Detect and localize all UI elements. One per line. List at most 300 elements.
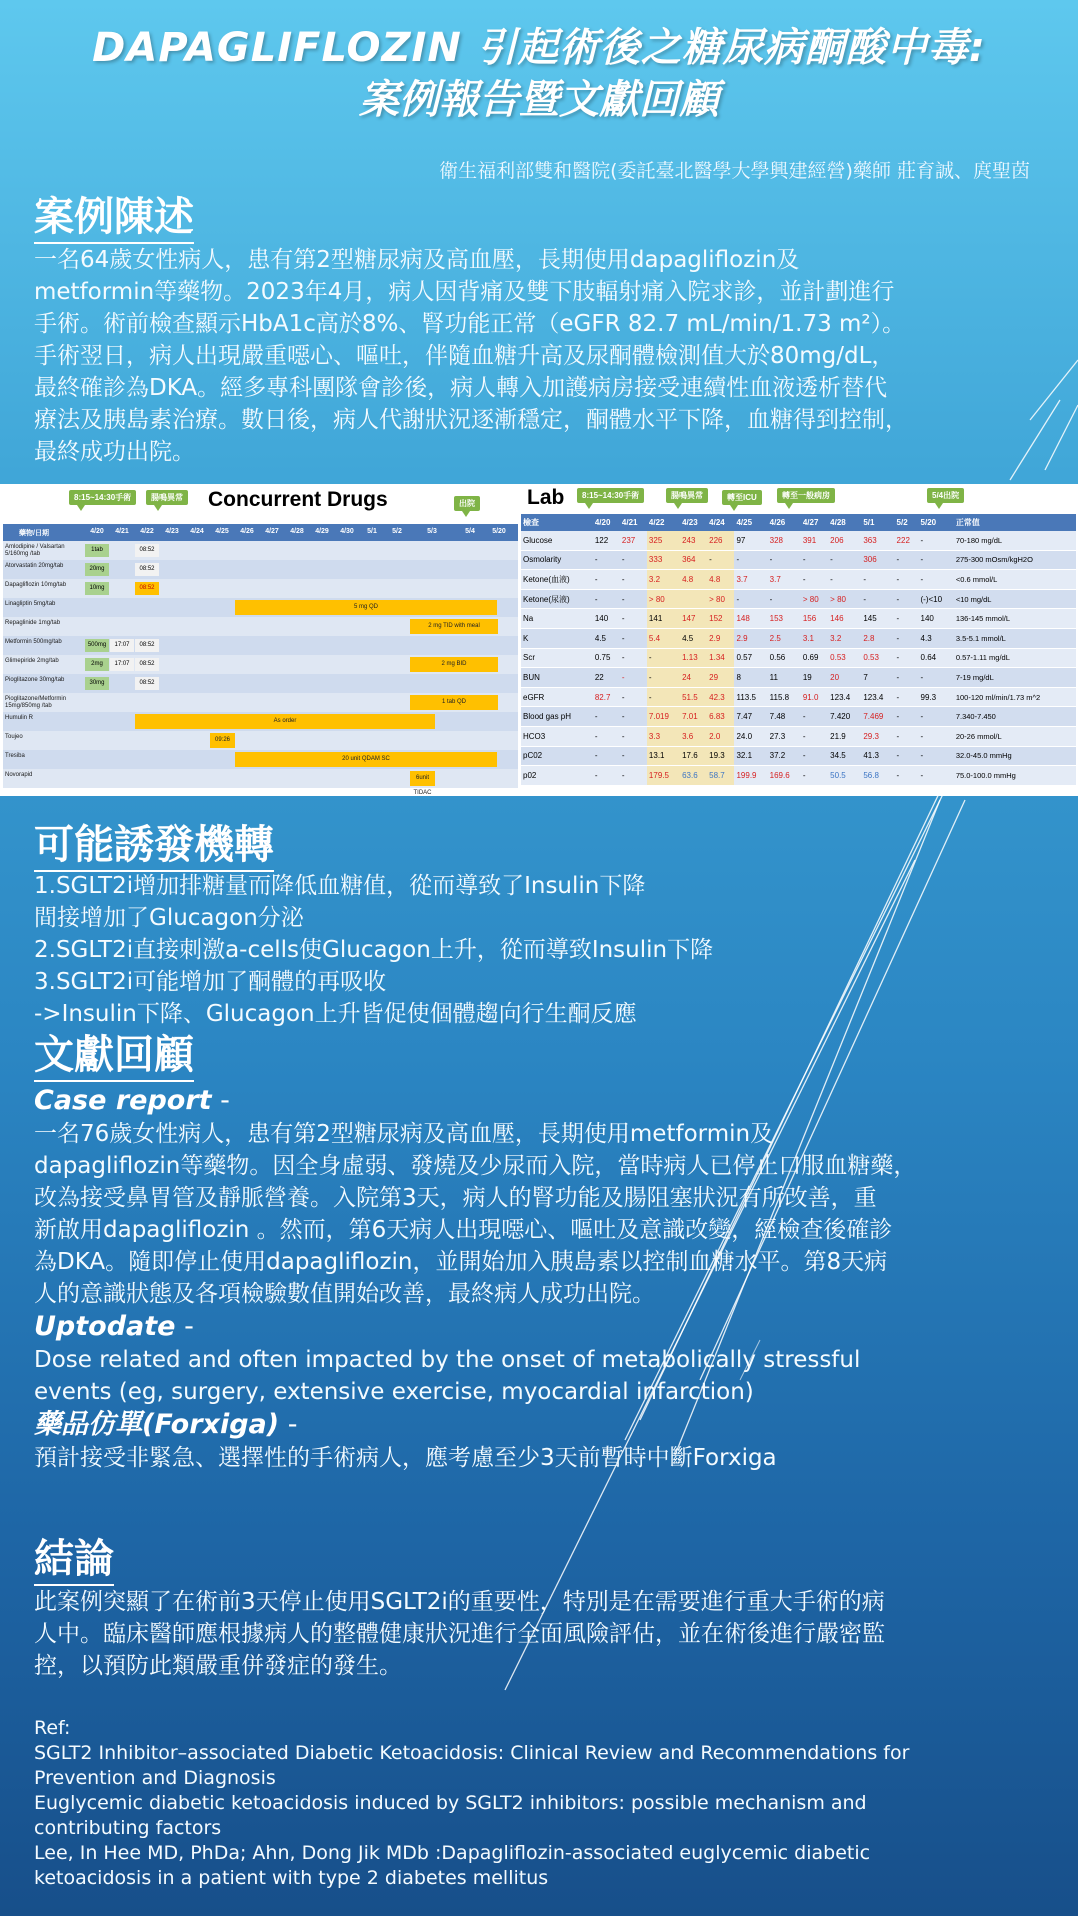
- lab-cell: 226: [707, 531, 734, 550]
- concurrent-drugs-chart: [3, 484, 518, 796]
- drug-col-header: 4/24: [190, 528, 204, 535]
- drug-row: [3, 617, 518, 637]
- lab-cell: 4.5: [680, 628, 707, 648]
- lab-cell: 113.5: [734, 687, 767, 707]
- drug-col-header: 4/25: [215, 528, 229, 535]
- lab-row: [521, 746, 1076, 766]
- drug-name: Amlodipine / Valsartan 5/160mg /tab: [5, 544, 65, 557]
- lab-cell: 243: [680, 531, 707, 550]
- lab-cell: 140: [593, 609, 620, 629]
- lab-cell: 0.64: [919, 648, 954, 668]
- lab-cell: 7.48: [768, 707, 801, 727]
- lab-col-header: 5/2: [895, 514, 919, 531]
- lab-cell: -: [593, 726, 620, 746]
- lab-col-header: 4/28: [828, 514, 861, 531]
- lab-cell: 29.3: [861, 726, 894, 746]
- lab-cell: 20-26 mmol/L: [954, 726, 1076, 746]
- drug-dose-cell: 17:07: [110, 658, 134, 671]
- drug-regimen-bar: 09:26: [210, 733, 235, 748]
- lab-cell: -: [801, 726, 828, 746]
- conclusion-heading: 結論: [34, 1536, 114, 1586]
- reference-line: Euglycemic diabetic ketoacidosis induced by SGLT2 inhibitors: possible mechanism and: [34, 1792, 867, 1814]
- lab-cell: 3.3: [647, 726, 680, 746]
- lab-col-header: 檢查: [521, 514, 593, 531]
- lab-cell: -: [593, 570, 620, 590]
- lab-cell: 156: [801, 609, 828, 629]
- lab-cell: 17.6: [680, 746, 707, 766]
- lab-cell: 206: [828, 531, 861, 550]
- drug-name: Linagliptin 5mg/tab: [5, 601, 56, 607]
- lab-cell: > 80: [707, 589, 734, 609]
- lab-cell: -: [861, 570, 894, 590]
- lab-cell: 199.9: [734, 766, 767, 786]
- lab-cell: 153: [768, 609, 801, 629]
- lab-cell: 24: [680, 668, 707, 688]
- case-report-line: 新啟用dapagliflozin 。然而，第6天病人出現噁心、嘔吐及意識改變，經檢查後確診: [34, 1217, 893, 1243]
- case-line: 一名64歲女性病人，患有第2型糖尿病及高血壓，長期使用dapagliflozin及: [34, 247, 800, 273]
- drug-regimen-bar: 6unit TIDAC: [410, 771, 435, 786]
- lab-cell: 19.3: [707, 746, 734, 766]
- lab-cell: 34.5: [828, 746, 861, 766]
- mechanism-line: 2.SGLT2i直接刺激a-cells使Glucagon上升，從而導致Insulin下降: [34, 937, 714, 963]
- lab-cell: 136-145 mmol/L: [954, 609, 1076, 629]
- lab-cell: -: [895, 589, 919, 609]
- drug-name: Glimepiride 2mg/tab: [5, 658, 59, 664]
- lab-cell: 13.1: [647, 746, 680, 766]
- drug-row: [3, 769, 518, 796]
- mechanism-line: 間接增加了Glucagon分泌: [34, 905, 304, 931]
- lab-cell: 51.5: [680, 687, 707, 707]
- lab-cell: 22: [593, 668, 620, 688]
- lab-cell: 0.57: [734, 648, 767, 668]
- literature-body: [34, 1084, 1044, 1474]
- lab-cell: 3.2: [828, 628, 861, 648]
- lab-cell: 11: [768, 668, 801, 688]
- lab-cell: 2.0: [707, 726, 734, 746]
- lab-cell: -: [734, 550, 767, 570]
- lab-cell: > 80: [828, 589, 861, 609]
- insert-title: 藥品仿單(Forxiga): [34, 1409, 280, 1440]
- lab-col-header: 4/23: [680, 514, 707, 531]
- drug-name: Pioglitazone/Metformin 15mg/850mg /tab: [5, 696, 67, 709]
- case-line: 手術翌日，病人出現嚴重噁心、嘔吐，伴隨血糖升高及尿酮體檢測值大於80mg/dL，: [34, 343, 895, 369]
- lab-callout-ward: 轉至一般病房: [777, 488, 835, 503]
- drug-regimen-bar: 2 mg TID with meal: [410, 619, 498, 634]
- lab-cell: 4.3: [919, 628, 954, 648]
- drug-row: [3, 541, 518, 561]
- lab-cell: -: [620, 570, 647, 590]
- case-report-title: Case report: [34, 1085, 212, 1116]
- lab-cell: -: [768, 550, 801, 570]
- lab-cell: -: [919, 746, 954, 766]
- drug-dose-cell: 20mg: [85, 563, 109, 576]
- lab-cell: p02: [521, 766, 593, 786]
- drug-col-header: 4/23: [165, 528, 179, 535]
- lab-cell: -: [828, 550, 861, 570]
- lab-col-header: 4/24: [707, 514, 734, 531]
- drug-row: [3, 560, 518, 580]
- lab-cell: 3.5-5.1 mmol/L: [954, 628, 1076, 648]
- lab-cell: 70-180 mg/dL: [954, 531, 1076, 550]
- drug-col-header: 4/26: [240, 528, 254, 535]
- lab-col-header: 4/20: [593, 514, 620, 531]
- lab-row: [521, 687, 1076, 707]
- reference-line: Lee, In Hee MD, PhDa; Ahn, Dong Jik MDb :Dapagliflozin-associated euglycemic diabetic: [34, 1842, 871, 1864]
- lab-cell: -: [593, 589, 620, 609]
- lab-cell: 145: [861, 609, 894, 629]
- lab-row: [521, 707, 1076, 727]
- lab-cell: 21.9: [828, 726, 861, 746]
- lab-cell: -: [919, 531, 954, 550]
- drug-row: [3, 693, 518, 713]
- lab-cell: 0.56: [768, 648, 801, 668]
- lab-cell: -: [801, 746, 828, 766]
- drug-name: Dapagliflozin 10mg/tab: [5, 582, 67, 588]
- drug-row: [3, 579, 518, 599]
- drug-regimen-bar: 1 tab QD: [410, 695, 498, 710]
- lab-cell: 37.2: [768, 746, 801, 766]
- lab-cell: 100-120 ml/min/1.73 m^2: [954, 687, 1076, 707]
- lab-cell: 391: [801, 531, 828, 550]
- lab-cell: 328: [768, 531, 801, 550]
- lab-cell: 7.469: [861, 707, 894, 727]
- lab-cell: 1.13: [680, 648, 707, 668]
- drug-regimen-bar: As order: [135, 714, 435, 729]
- mechanism-heading: 可能誘發機轉: [34, 822, 274, 872]
- lab-cell: 122: [593, 531, 620, 550]
- lab-cell: -: [801, 550, 828, 570]
- reference-line: ketoacidosis in a patient with type 2 diabetes mellitus: [34, 1867, 549, 1889]
- case-report-line: 為DKA。隨即停止使用dapagliflozin，並開始加入胰島素以控制血糖水平。第8天病: [34, 1249, 888, 1275]
- lab-cell: 222: [895, 531, 919, 550]
- drug-col-header: 5/1: [367, 528, 377, 535]
- lab-cell: 0.53: [861, 648, 894, 668]
- lab-cell: 3.6: [680, 726, 707, 746]
- reference-line: contributing factors: [34, 1817, 222, 1839]
- mechanism-line: ->Insulin下降、Glucagon上升皆促使個體趨向行生酮反應: [34, 1001, 637, 1027]
- lab-cell: 2.8: [861, 628, 894, 648]
- lab-cell: -: [593, 550, 620, 570]
- lab-cell: 115.8: [768, 687, 801, 707]
- lab-cell: -: [620, 668, 647, 688]
- lab-cell: 179.5: [647, 766, 680, 786]
- drug-chart-title: Concurrent Drugs: [208, 488, 388, 511]
- lab-cell: 91.0: [801, 687, 828, 707]
- drug-dose-cell: 08:52: [135, 582, 159, 595]
- lab-cell: 29: [707, 668, 734, 688]
- drug-name: Pioglitazone 30mg/tab: [5, 677, 65, 683]
- lab-cell: 8: [734, 668, 767, 688]
- lab-row: [521, 766, 1076, 786]
- lab-cell: pC02: [521, 746, 593, 766]
- drug-row: [3, 731, 518, 751]
- lab-cell: -: [895, 766, 919, 786]
- lab-cell: 147: [680, 609, 707, 629]
- drug-dose-cell: 10mg: [85, 582, 109, 595]
- lab-row: [521, 628, 1076, 648]
- drug-dose-cell: 500mg: [85, 639, 109, 652]
- drug-row: [3, 598, 518, 618]
- drug-col-header: 4/29: [315, 528, 329, 535]
- lab-cell: 24.0: [734, 726, 767, 746]
- lab-cell: 56.8: [861, 766, 894, 786]
- lab-row: [521, 531, 1076, 550]
- conclusion-paragraph: [34, 1586, 1044, 1682]
- lab-cell: 3.7: [768, 570, 801, 590]
- lab-cell: <10 mg/dL: [954, 589, 1076, 609]
- drug-dose-cell: 08:52: [135, 639, 159, 652]
- lab-table-title: Lab: [527, 486, 565, 509]
- references-label: Ref:: [34, 1717, 71, 1739]
- lab-cell: 50.5: [828, 766, 861, 786]
- lab-cell: -: [620, 609, 647, 629]
- drug-name: Toujeo: [5, 734, 23, 740]
- case-paragraph: [34, 244, 1044, 468]
- lab-cell: -: [895, 746, 919, 766]
- lab-cell: 7.47: [734, 707, 767, 727]
- lab-cell: 148: [734, 609, 767, 629]
- lab-cell: -: [620, 589, 647, 609]
- drug-name: Repaglinide 1mg/tab: [5, 620, 61, 626]
- conclusion-line: 控，以預防此類嚴重併發症的發生。: [34, 1653, 402, 1679]
- lab-cell: -: [895, 687, 919, 707]
- lab-cell: 141: [647, 609, 680, 629]
- lab-col-header: 4/26: [768, 514, 801, 531]
- authors: 衛生福利部雙和醫院(委託臺北醫學大學興建經營)藥師 莊育誠、庹聖茵: [439, 160, 1030, 182]
- mechanism-line: 3.SGLT2i可能增加了酮體的再吸收: [34, 969, 387, 995]
- case-report-line: 改為接受鼻胃管及靜脈營養。入院第3天，病人的腎功能及腸阻塞狀況有所改善，重: [34, 1185, 877, 1211]
- reference-line: SGLT2 Inhibitor–associated Diabetic Ketoacidosis: Clinical Review and Recommendations for: [34, 1742, 910, 1764]
- case-line: 療法及胰島素治療。數日後，病人代謝狀況逐漸穩定，酮體水平下降，血糖得到控制，: [34, 407, 908, 433]
- lab-col-header: 5/1: [861, 514, 894, 531]
- lab-cell: -: [647, 648, 680, 668]
- drug-col-header: 藥物/日期: [19, 530, 49, 537]
- lab-row: [521, 648, 1076, 668]
- lab-cell: 58.7: [707, 766, 734, 786]
- lab-cell: -: [593, 766, 620, 786]
- lab-col-header: 4/27: [801, 514, 828, 531]
- drug-row: [3, 674, 518, 694]
- drug-col-header: 5/4: [465, 528, 475, 535]
- uptodate-dash: -: [175, 1311, 194, 1342]
- lab-cell: 0.69: [801, 648, 828, 668]
- lab-cell: -: [620, 628, 647, 648]
- uptodate-title: Uptodate: [34, 1311, 176, 1342]
- drug-dose-cell: 08:52: [135, 544, 159, 557]
- drug-row: [3, 750, 518, 770]
- uptodate-line: Dose related and often impacted by the onset of metabolically stressful: [34, 1347, 861, 1373]
- poster-title-line1: DAPAGLIFLOZIN 引起術後之糖尿病酮酸中毒:: [92, 25, 986, 71]
- poster-title-line2: 案例報告暨文獻回顧: [359, 77, 719, 123]
- lab-cell: Glucose: [521, 531, 593, 550]
- lab-cell: -: [620, 746, 647, 766]
- drug-dose-cell: 2mg: [85, 658, 109, 671]
- lab-cell: -: [919, 726, 954, 746]
- lab-cell: -: [895, 609, 919, 629]
- lab-cell: 363: [861, 531, 894, 550]
- lab-cell: -: [620, 550, 647, 570]
- lab-cell: -: [647, 668, 680, 688]
- case-report-label: [34, 1084, 1044, 1118]
- lab-cell: 99.3: [919, 687, 954, 707]
- uptodate-label: [34, 1310, 1044, 1344]
- lab-cell: 3.2: [647, 570, 680, 590]
- lab-cell: 97: [734, 531, 767, 550]
- lab-table: [521, 514, 1076, 786]
- lab-cell: <0.6 mmol/L: [954, 570, 1076, 590]
- lab-table-panel: [521, 484, 1078, 796]
- lab-cell: 2.5: [768, 628, 801, 648]
- lab-cell: 7.01: [680, 707, 707, 727]
- lab-cell: 3.1: [801, 628, 828, 648]
- lab-cell: -: [895, 648, 919, 668]
- lab-cell: 2.9: [707, 628, 734, 648]
- lab-callout-surgery: 8:15~14:30手術: [577, 488, 644, 503]
- drug-col-header: 4/27: [265, 528, 279, 535]
- lab-cell: 325: [647, 531, 680, 550]
- lab-cell: 123.4: [861, 687, 894, 707]
- lab-cell: -: [861, 589, 894, 609]
- lab-cell: 41.3: [861, 746, 894, 766]
- lab-cell: -: [895, 668, 919, 688]
- lab-cell: 0.57-1.11 mg/dL: [954, 648, 1076, 668]
- drug-dose-cell: 17:07: [110, 639, 134, 652]
- drug-col-header: 4/22: [140, 528, 154, 535]
- drug-dose-cell: 08:52: [135, 677, 159, 690]
- lab-cell: -: [919, 668, 954, 688]
- drug-regimen-bar: 20 unit QDAM SC: [235, 752, 497, 767]
- lab-cell: -: [919, 766, 954, 786]
- case-heading: 案例陳述: [34, 194, 194, 244]
- conclusion-line: 此案例突顯了在術前3天停止使用SGLT2i的重要性，特別是在需要進行重大手術的病: [34, 1589, 885, 1615]
- insert-line: 預計接受非緊急、選擇性的手術病人，應考慮至少3天前暫時中斷Forxiga: [34, 1445, 777, 1471]
- lab-cell: 32.0-45.0 mmHg: [954, 746, 1076, 766]
- lab-cell: -: [620, 648, 647, 668]
- lab-cell: 333: [647, 550, 680, 570]
- lab-cell: 123.4: [828, 687, 861, 707]
- lab-cell: 0.75: [593, 648, 620, 668]
- lab-cell: 7-19 mg/dL: [954, 668, 1076, 688]
- lab-cell: 2.9: [734, 628, 767, 648]
- literature-heading: 文獻回顧: [34, 1032, 194, 1082]
- lab-cell: 27.3: [768, 726, 801, 746]
- lab-cell: > 80: [647, 589, 680, 609]
- case-line: 最終成功出院。: [34, 439, 195, 465]
- lab-cell: (-)<10: [919, 589, 954, 609]
- lab-cell: eGFR: [521, 687, 593, 707]
- drug-col-header: 4/20: [90, 528, 104, 535]
- lab-cell: 7.420: [828, 707, 861, 727]
- lab-row: [521, 550, 1076, 570]
- lab-cell: 42.3: [707, 687, 734, 707]
- drug-dose-cell: 08:52: [135, 563, 159, 576]
- lab-cell: 82.7: [593, 687, 620, 707]
- lab-col-header: 4/21: [620, 514, 647, 531]
- lab-callout-discharge: 5/4出院: [927, 488, 964, 503]
- lab-cell: 6.83: [707, 707, 734, 727]
- drug-dose-cell: 30mg: [85, 677, 109, 690]
- lab-cell: 5.4: [647, 628, 680, 648]
- lab-col-header: 正常值: [954, 514, 1076, 531]
- lab-cell: 364: [680, 550, 707, 570]
- drug-row: [3, 712, 518, 732]
- mechanism-list: [34, 870, 1044, 1030]
- lab-cell: 19: [801, 668, 828, 688]
- lab-cell: > 80: [801, 589, 828, 609]
- drug-col-header: 4/30: [340, 528, 354, 535]
- lab-cell: -: [919, 570, 954, 590]
- lab-cell: -: [620, 687, 647, 707]
- lab-row: [521, 668, 1076, 688]
- lab-cell: 63.6: [680, 766, 707, 786]
- mechanism-line: 1.SGLT2i增加排糖量而降低血糖值，從而導致了Insulin下降: [34, 873, 646, 899]
- case-report-line: 人的意識狀態及各項檢驗數值開始改善，最終病人成功出院。: [34, 1281, 655, 1307]
- case-report-dash: -: [211, 1085, 230, 1116]
- lab-col-header: 5/20: [919, 514, 954, 531]
- lab-cell: 4.8: [680, 570, 707, 590]
- drug-col-header: 5/2: [392, 528, 402, 535]
- lab-col-header: 4/22: [647, 514, 680, 531]
- lab-cell: Osmolarity: [521, 550, 593, 570]
- conclusion-line: 人中。臨床醫師應根據病人的整體健康狀況進行全面風險評估，並在術後進行嚴密監: [34, 1621, 885, 1647]
- insert-dash: -: [279, 1409, 298, 1440]
- case-line: 最終確診為DKA。經多專科團隊會診後，病人轉入加護病房接受連續性血液透析替代: [34, 375, 888, 401]
- reference-line: Prevention and Diagnosis: [34, 1767, 276, 1789]
- callout-bowel: 腸鳴異常: [146, 490, 188, 505]
- lab-row: [521, 589, 1076, 609]
- lab-cell: -: [620, 726, 647, 746]
- lab-cell: -: [919, 707, 954, 727]
- lab-cell: 4.5: [593, 628, 620, 648]
- lab-cell: -: [801, 570, 828, 590]
- uptodate-line: events (eg, surgery, extensive exercise, myocardial infarction): [34, 1379, 754, 1405]
- lab-cell: 20: [828, 668, 861, 688]
- drug-dose-cell: 1tab: [85, 544, 109, 557]
- lab-cell: 7: [861, 668, 894, 688]
- lab-cell: 3.7: [734, 570, 767, 590]
- lab-cell: -: [620, 766, 647, 786]
- lab-cell: BUN: [521, 668, 593, 688]
- lab-cell: Ketone(血液): [521, 570, 593, 590]
- drug-name: Novorapid: [5, 772, 33, 778]
- drug-row: [3, 636, 518, 656]
- lab-cell: Scr: [521, 648, 593, 668]
- lab-callout-icu: 轉至ICU: [722, 490, 762, 505]
- lab-cell: -: [801, 707, 828, 727]
- lab-callout-bowel: 腸鳴異常: [666, 488, 708, 503]
- drug-dose-cell: 08:52: [135, 658, 159, 671]
- lab-cell: K: [521, 628, 593, 648]
- lab-row: [521, 726, 1076, 746]
- case-report-line: 一名76歲女性病人，患有第2型糖尿病及高血壓，長期使用metformin及: [34, 1121, 774, 1147]
- lab-cell: Ketone(尿液): [521, 589, 593, 609]
- drug-regimen-bar: 5 mg QD: [235, 600, 497, 615]
- insert-label: [34, 1408, 1044, 1442]
- references: [34, 1716, 1044, 1891]
- lab-cell: 1.34: [707, 648, 734, 668]
- lab-cell: Na: [521, 609, 593, 629]
- lab-cell: -: [919, 550, 954, 570]
- lab-cell: 4.8: [707, 570, 734, 590]
- lab-cell: -: [895, 628, 919, 648]
- lab-cell: 306: [861, 550, 894, 570]
- drug-col-header: 4/28: [290, 528, 304, 535]
- lab-cell: 152: [707, 609, 734, 629]
- lab-cell: 7.019: [647, 707, 680, 727]
- drug-row: [3, 655, 518, 675]
- lab-cell: [680, 589, 707, 609]
- drug-col-header: 5/20: [492, 528, 506, 535]
